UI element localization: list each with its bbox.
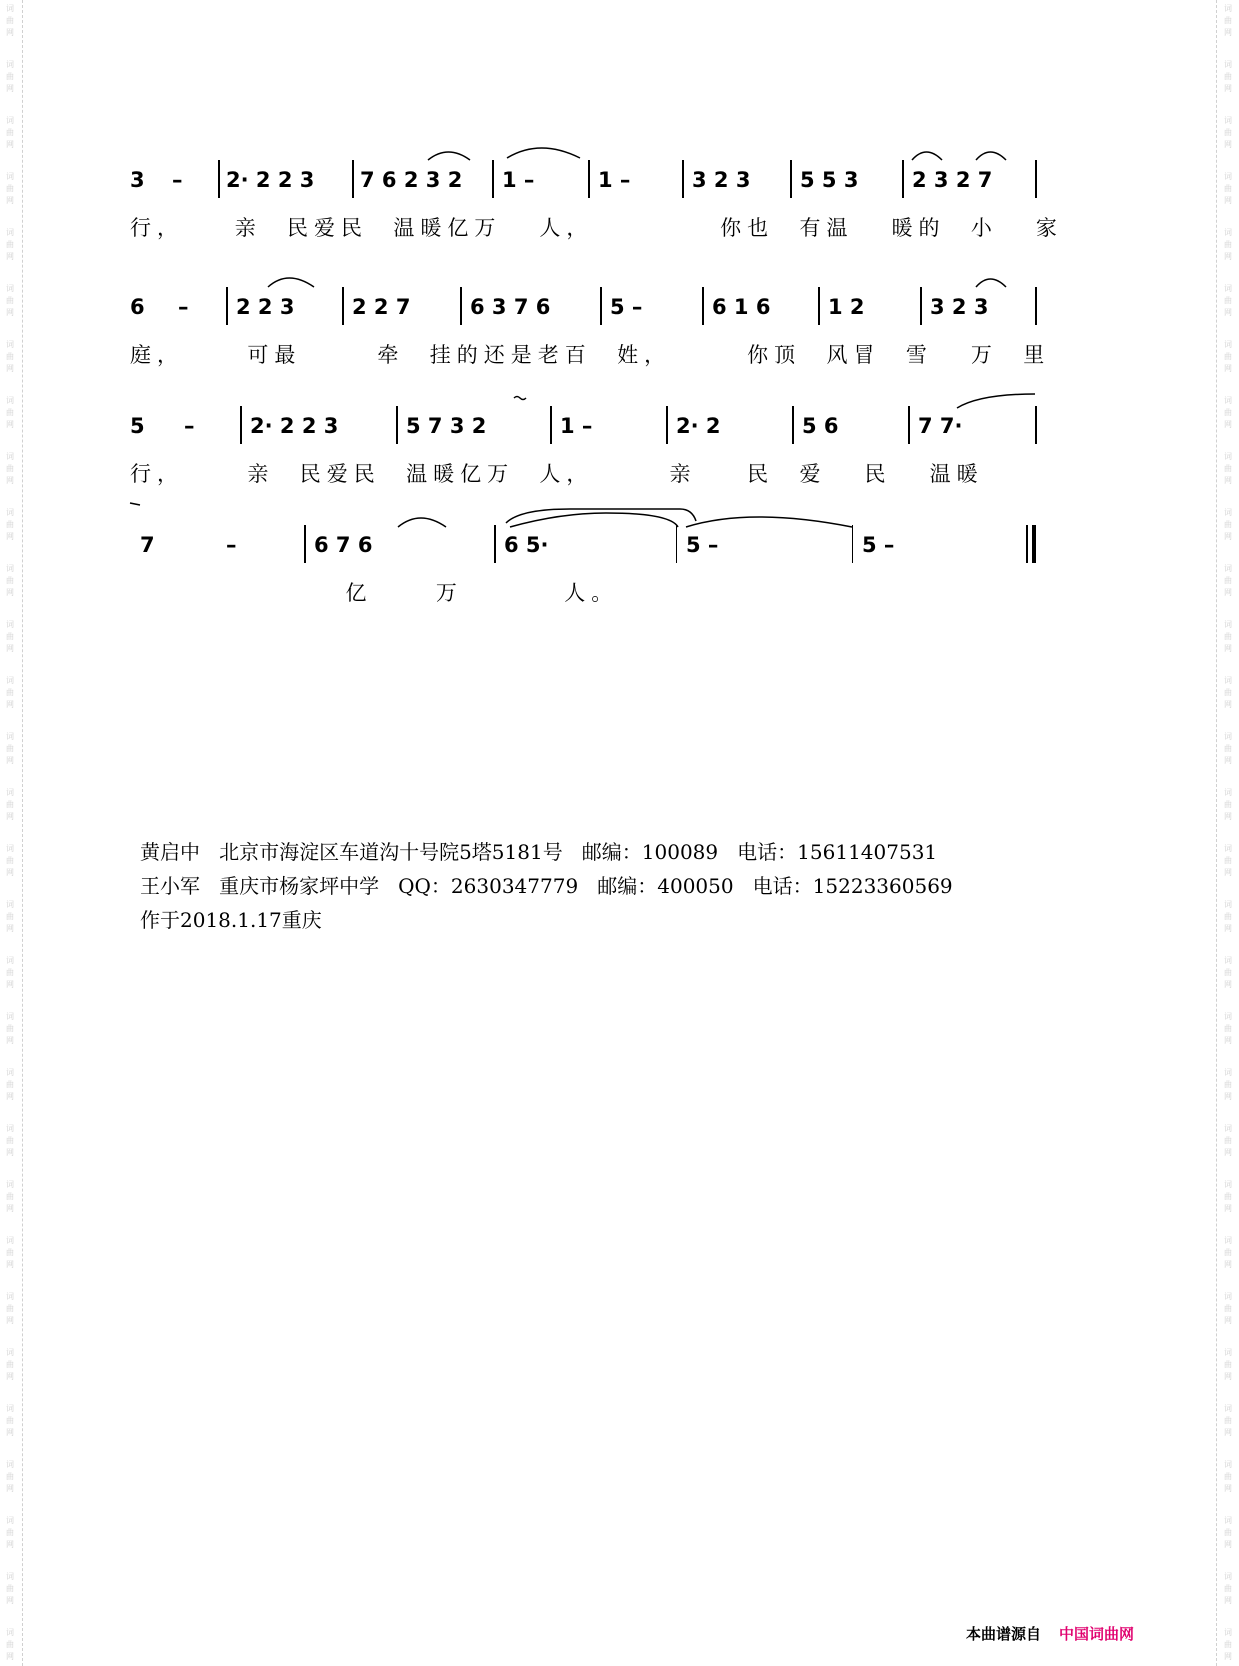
barline <box>494 525 496 563</box>
barline <box>342 287 344 325</box>
watermark-char: 网 <box>6 1092 14 1101</box>
watermark-char: 词 <box>1224 1180 1232 1189</box>
watermark-char: 曲 <box>1224 912 1232 921</box>
source-site-link[interactable]: 中国词曲网 <box>1058 1625 1134 1643</box>
watermark-char: 网 <box>6 812 14 821</box>
barline <box>790 160 792 198</box>
watermark-char: 网 <box>6 1484 14 1493</box>
lyrics-row-1: 行， 亲 民爱民 温暖亿万 人， 你也 有温 暖的 小 家 <box>130 216 1063 240</box>
watermark-char: 曲 <box>1224 1248 1232 1257</box>
composition-date: 作于2018.1.17重庆 <box>140 908 322 932</box>
watermark-char: 词 <box>1224 508 1232 517</box>
watermark-char: 网 <box>6 1260 14 1269</box>
watermark-char: 曲 <box>1224 632 1232 641</box>
note-group: 7 6 2 3 2 <box>360 168 463 192</box>
watermark-char: 曲 <box>1224 464 1232 473</box>
watermark-char: 网 <box>1224 140 1232 149</box>
watermark-char: 词 <box>6 900 14 909</box>
watermark-char: 曲 <box>6 352 14 361</box>
barline <box>588 160 590 198</box>
watermark-char: 词 <box>1224 1012 1232 1021</box>
watermark-char: 词 <box>1224 172 1232 181</box>
barline <box>226 287 228 325</box>
watermark-char: 网 <box>6 924 14 933</box>
note-group: 5 – <box>862 533 895 557</box>
barline <box>240 406 242 444</box>
watermark-char: 曲 <box>1224 1472 1232 1481</box>
watermark-char: 网 <box>6 532 14 541</box>
note-group: 6 3 7 6 <box>470 295 551 319</box>
watermark-char: 词 <box>6 1180 14 1189</box>
watermark-char: 曲 <box>6 856 14 865</box>
note-group: 2 2 3 <box>236 295 295 319</box>
watermark-char: 网 <box>6 196 14 205</box>
watermark-char: 网 <box>6 1148 14 1157</box>
author-info <box>140 835 1040 937</box>
watermark-char: 曲 <box>1224 184 1232 193</box>
barline <box>682 160 684 198</box>
watermark-char: 曲 <box>1224 1024 1232 1033</box>
note-group: 2 3 2 7 <box>912 168 993 192</box>
watermark-char: 网 <box>1224 252 1232 261</box>
barline <box>492 160 494 198</box>
note-group: – <box>184 414 195 438</box>
note-group: 5 6 <box>802 414 839 438</box>
watermark-char: 网 <box>6 980 14 989</box>
barline <box>1035 287 1037 325</box>
watermark-char: 曲 <box>6 72 14 81</box>
watermark-char: 词 <box>1224 900 1232 909</box>
note-group: 7 7· <box>918 414 963 438</box>
watermark-char: 网 <box>1224 1204 1232 1213</box>
watermark-char: 网 <box>1224 924 1232 933</box>
watermark-char: 词 <box>1224 1404 1232 1413</box>
author-info-line-1: 黄启中 北京市海淀区车道沟十号院5塔5181号 邮编：100089 电话：15611407531 <box>140 840 938 864</box>
watermark-char: 网 <box>1224 84 1232 93</box>
watermark-char: 网 <box>1224 420 1232 429</box>
watermark-char: 网 <box>1224 28 1232 37</box>
barline <box>676 525 677 563</box>
watermark-char: 曲 <box>1224 856 1232 865</box>
watermark-char: 曲 <box>6 1024 14 1033</box>
watermark-char: 网 <box>1224 1148 1232 1157</box>
watermark-char: 网 <box>6 1036 14 1045</box>
barline <box>1035 406 1037 444</box>
watermark-char: 网 <box>1224 1540 1232 1549</box>
notes-row-3 <box>130 406 1105 450</box>
watermark-char: 网 <box>6 1652 14 1661</box>
watermark-char: 词 <box>1224 564 1232 573</box>
watermark-char: 曲 <box>6 912 14 921</box>
watermark-char: 曲 <box>1224 1080 1232 1089</box>
watermark-char: 网 <box>1224 476 1232 485</box>
watermark-char: 网 <box>1224 1036 1232 1045</box>
note-group: 3 2 3 <box>930 295 989 319</box>
watermark-char: 曲 <box>1224 1136 1232 1145</box>
watermark-char: 网 <box>6 1316 14 1325</box>
watermark-char: 词 <box>1224 1572 1232 1581</box>
watermark-char: 词 <box>6 228 14 237</box>
watermark-char: 曲 <box>1224 296 1232 305</box>
watermark-char: 词 <box>1224 116 1232 125</box>
watermark-char: 词 <box>1224 1236 1232 1245</box>
watermark-char: 词 <box>6 4 14 13</box>
watermark-char: 词 <box>6 1012 14 1021</box>
watermark-char: 曲 <box>1224 128 1232 137</box>
slur-marks <box>130 144 1105 164</box>
lyrics-row-3: 行， 亲 民爱民 温暖亿万 人， 亲 民 爱 民 温暖 <box>130 462 984 486</box>
barline <box>666 406 668 444</box>
watermark-char: 曲 <box>1224 520 1232 529</box>
watermark-char: 网 <box>6 700 14 709</box>
note-group: 5 – <box>610 295 643 319</box>
note-group: 6 7 6 <box>314 533 373 557</box>
watermark-char: 网 <box>1224 812 1232 821</box>
watermark-char: 曲 <box>1224 240 1232 249</box>
watermark-char: 曲 <box>1224 1192 1232 1201</box>
watermark-char: 曲 <box>1224 1416 1232 1425</box>
watermark-char: 网 <box>6 140 14 149</box>
watermark-char: 曲 <box>6 128 14 137</box>
notes-row-1 <box>130 160 1105 204</box>
watermark-char: 词 <box>1224 60 1232 69</box>
watermark-char: 曲 <box>6 1136 14 1145</box>
watermark-char: 词 <box>6 340 14 349</box>
note-group: – <box>226 533 237 557</box>
watermark-char: 词 <box>6 396 14 405</box>
note-group: 5 7 3 2 <box>406 414 487 438</box>
watermark-char: 曲 <box>6 632 14 641</box>
watermark-char: 词 <box>1224 788 1232 797</box>
watermark-char: 网 <box>1224 1372 1232 1381</box>
note-group: 5 <box>130 414 145 438</box>
slur-marks <box>130 390 1105 410</box>
watermark-char: 词 <box>1224 620 1232 629</box>
barline <box>920 287 922 325</box>
watermark-char: 曲 <box>1224 1640 1232 1649</box>
watermark-char: 曲 <box>1224 352 1232 361</box>
watermark-char: 曲 <box>6 968 14 977</box>
note-group: – <box>172 168 183 192</box>
watermark-char: 词 <box>6 1348 14 1357</box>
watermark-char: 网 <box>6 1204 14 1213</box>
note-group: 2· 2 <box>676 414 721 438</box>
watermark-char: 词 <box>6 1516 14 1525</box>
watermark-char: 网 <box>1224 1484 1232 1493</box>
watermark-char: 网 <box>6 1428 14 1437</box>
watermark-char: 词 <box>6 1628 14 1637</box>
watermark-char: 网 <box>1224 1596 1232 1605</box>
watermark-char: 词 <box>1224 1068 1232 1077</box>
watermark-char: 网 <box>1224 1652 1232 1661</box>
watermark-char: 网 <box>1224 1316 1232 1325</box>
slur-marks <box>130 271 1105 291</box>
watermark-char: 曲 <box>1224 800 1232 809</box>
barline <box>396 406 398 444</box>
watermark-char: 词 <box>6 1124 14 1133</box>
note-group: 3 <box>130 168 145 192</box>
watermark-char: 曲 <box>6 1360 14 1369</box>
note-group: 3 2 3 <box>692 168 751 192</box>
watermark-char: 网 <box>6 756 14 765</box>
barline <box>702 287 704 325</box>
watermark-char: 曲 <box>6 744 14 753</box>
slur-marks <box>130 509 1105 529</box>
watermark-char: 词 <box>6 1236 14 1245</box>
barline <box>304 525 306 563</box>
note-group: 5 5 3 <box>800 168 859 192</box>
watermark-char: 词 <box>1224 844 1232 853</box>
barline <box>600 287 602 325</box>
watermark-char: 网 <box>1224 588 1232 597</box>
notes-row-2 <box>130 287 1105 331</box>
watermark-char: 词 <box>1224 676 1232 685</box>
watermark-char: 网 <box>1224 1092 1232 1101</box>
watermark-char: 网 <box>1224 196 1232 205</box>
watermark-char: 网 <box>1224 1428 1232 1437</box>
source-credit <box>966 1623 1134 1644</box>
watermark-char: 词 <box>1224 340 1232 349</box>
watermark-char: 网 <box>6 28 14 37</box>
watermark-char: 曲 <box>1224 72 1232 81</box>
note-group: 1 – <box>598 168 631 192</box>
watermark-char: 网 <box>6 1372 14 1381</box>
watermark-char: 网 <box>6 476 14 485</box>
watermark-char: 词 <box>6 284 14 293</box>
watermark-char: 词 <box>6 116 14 125</box>
watermark-char: 词 <box>1224 228 1232 237</box>
watermark-char: 曲 <box>6 184 14 193</box>
watermark-char: 曲 <box>1224 1304 1232 1313</box>
watermark-char: 曲 <box>6 1472 14 1481</box>
barline <box>792 406 794 444</box>
watermark-char: 网 <box>1224 308 1232 317</box>
watermark-char: 词 <box>1224 1124 1232 1133</box>
watermark-char: 网 <box>6 308 14 317</box>
watermark-char: 曲 <box>6 240 14 249</box>
watermark-char: 网 <box>6 420 14 429</box>
watermark-char: 网 <box>6 644 14 653</box>
watermark-char: 词 <box>1224 1460 1232 1469</box>
note-group: 5 – <box>686 533 719 557</box>
watermark-char: 网 <box>6 84 14 93</box>
watermark-char: 词 <box>6 956 14 965</box>
watermark-char: 词 <box>6 508 14 517</box>
watermark-char: 词 <box>6 60 14 69</box>
watermark-char: 网 <box>1224 532 1232 541</box>
watermark-char: 曲 <box>6 1528 14 1537</box>
watermark-char: 曲 <box>6 1304 14 1313</box>
watermark-char: 网 <box>6 1596 14 1605</box>
watermark-char: 网 <box>6 1540 14 1549</box>
barline <box>908 406 910 444</box>
barline <box>902 160 904 198</box>
watermark-char: 词 <box>1224 732 1232 741</box>
watermark-char: 曲 <box>6 1080 14 1089</box>
watermark-char: 曲 <box>1224 576 1232 585</box>
notes-row-4 <box>130 525 1105 569</box>
watermark-char: 网 <box>6 868 14 877</box>
watermark-char: 词 <box>1224 4 1232 13</box>
barline <box>852 525 853 563</box>
note-group: 1 – <box>502 168 535 192</box>
watermark-char: 曲 <box>1224 1360 1232 1369</box>
watermark-char: 曲 <box>1224 408 1232 417</box>
watermark-char: 曲 <box>6 1584 14 1593</box>
lyrics-row-2: 庭， 可最 牵 挂的还是老百 姓， 你顶 风冒 雪 万 里 <box>130 343 1051 367</box>
watermark-char: 词 <box>1224 1516 1232 1525</box>
watermark-char: 网 <box>6 252 14 261</box>
source-label: 本曲谱源自 <box>965 1625 1041 1643</box>
watermark-char: 曲 <box>6 1416 14 1425</box>
note-group: 2· 2 2 3 <box>250 414 339 438</box>
lyrics-row-4: 亿 万 人。 <box>130 581 619 605</box>
watermark-char: 网 <box>1224 756 1232 765</box>
watermark-char: 词 <box>6 1404 14 1413</box>
watermark-char: 词 <box>1224 284 1232 293</box>
watermark-char: 词 <box>6 452 14 461</box>
note-group: 6 5· <box>504 533 549 557</box>
watermark-char: 曲 <box>1224 1528 1232 1537</box>
watermark-char: 词 <box>1224 956 1232 965</box>
watermark-char: 词 <box>6 620 14 629</box>
watermark-char: 曲 <box>6 1640 14 1649</box>
final-barline-thick <box>1032 525 1036 563</box>
watermark-char: 词 <box>6 844 14 853</box>
watermark-char: 网 <box>6 364 14 373</box>
watermark-char: 曲 <box>6 464 14 473</box>
watermark-char: 曲 <box>1224 744 1232 753</box>
watermark-char: 词 <box>6 788 14 797</box>
watermark-char: 曲 <box>6 800 14 809</box>
watermark-char: 词 <box>6 1460 14 1469</box>
watermark-char: 曲 <box>1224 968 1232 977</box>
note-group: 1 – <box>560 414 593 438</box>
barline <box>460 287 462 325</box>
watermark-char: 词 <box>6 564 14 573</box>
note-group: 6 <box>130 295 145 319</box>
watermark-char: 词 <box>6 172 14 181</box>
note-group: 2· 2 2 3 <box>226 168 315 192</box>
barline <box>218 160 220 198</box>
watermark-char: 曲 <box>6 1248 14 1257</box>
watermark-char: 曲 <box>6 688 14 697</box>
note-group: 6 1 6 <box>712 295 771 319</box>
author-info-line-2: 王小军 重庆市杨家坪中学 QQ：2630347779 邮编：400050 电话：15223360569 <box>140 874 953 898</box>
watermark-char: 词 <box>1224 1628 1232 1637</box>
watermark-char: 词 <box>1224 396 1232 405</box>
watermark-char: 网 <box>1224 868 1232 877</box>
note-group: – <box>178 295 189 319</box>
note-group: 1 2 <box>828 295 865 319</box>
watermark-char: 网 <box>6 588 14 597</box>
watermark-char: 词 <box>6 1572 14 1581</box>
watermark-char: 网 <box>1224 980 1232 989</box>
watermark-char: 曲 <box>1224 688 1232 697</box>
barline <box>550 406 552 444</box>
watermark-char: 词 <box>1224 1348 1232 1357</box>
watermark-char: 词 <box>6 732 14 741</box>
watermark-char: 曲 <box>6 576 14 585</box>
watermark-char: 网 <box>1224 644 1232 653</box>
barline <box>1035 160 1037 198</box>
watermark-char: 词 <box>6 676 14 685</box>
watermark-char: 曲 <box>1224 1584 1232 1593</box>
watermark-char: 曲 <box>6 1192 14 1201</box>
watermark-char: 曲 <box>6 520 14 529</box>
watermark-char: 词 <box>1224 1292 1232 1301</box>
barline <box>352 160 354 198</box>
note-group: 7 <box>140 533 155 557</box>
watermark-char: 网 <box>1224 1260 1232 1269</box>
watermark-char: 网 <box>1224 700 1232 709</box>
barline <box>818 287 820 325</box>
watermark-char: 曲 <box>6 16 14 25</box>
watermark-char: 曲 <box>6 296 14 305</box>
watermark-char: 曲 <box>1224 16 1232 25</box>
watermark-char: 曲 <box>6 408 14 417</box>
watermark-char: 词 <box>6 1292 14 1301</box>
watermark-char: 网 <box>1224 364 1232 373</box>
final-barline <box>1026 525 1028 563</box>
note-group: 2 2 7 <box>352 295 411 319</box>
watermark-char: 词 <box>6 1068 14 1077</box>
watermark-char: 词 <box>1224 452 1232 461</box>
